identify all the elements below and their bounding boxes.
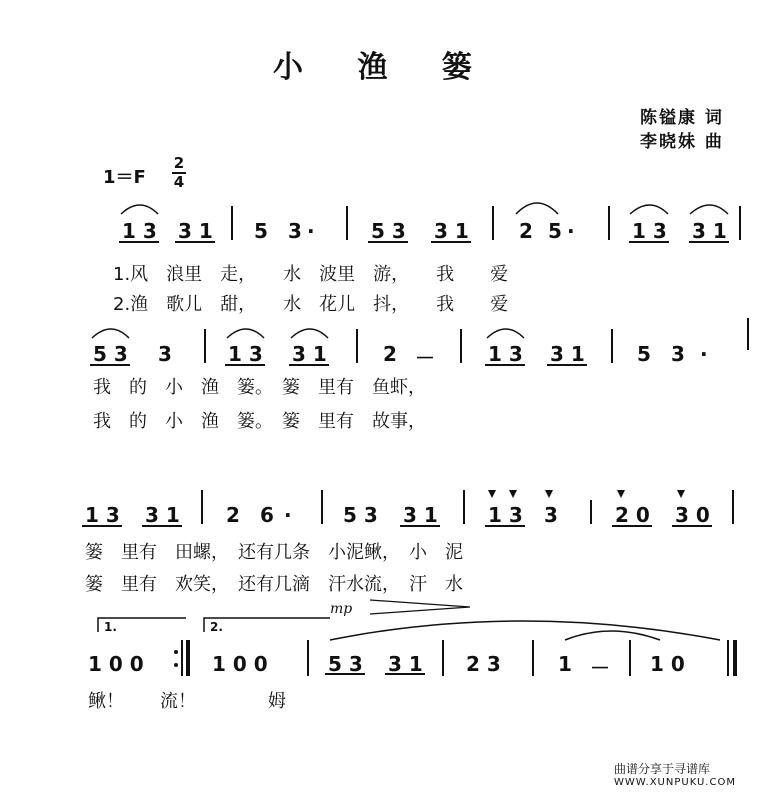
note-group: 1 0 0 (88, 652, 144, 676)
note-group: 3 1 (178, 219, 213, 243)
note-group: 3 1 (550, 342, 585, 366)
barlines-row-2 (205, 318, 748, 363)
note-group: 2 3 (466, 652, 501, 676)
dot: · (700, 342, 708, 366)
note: 5 (637, 342, 651, 366)
volta-first-label: 1. (104, 620, 117, 634)
dot: · (307, 219, 315, 243)
note-group: 1 0 (650, 652, 685, 676)
long-slur (330, 621, 720, 640)
accent-marks-row-3 (488, 490, 685, 498)
note-group: 3 0 (675, 503, 710, 527)
slurs-row-2 (92, 329, 524, 338)
lyrics-verse-1: 鳅！ 流！ 姆 (88, 691, 286, 712)
note-group: 3 1 (692, 219, 727, 243)
key-signature: 1＝F (103, 167, 146, 188)
watermark-line-1: 曲谱分享于寻谱库 (614, 762, 711, 776)
crescendo-hairpin (370, 600, 470, 614)
volta-second-label: 2. (210, 620, 223, 634)
composer-credit: 李晓妹 曲 (640, 132, 724, 152)
note-group: 1 3 (632, 219, 667, 243)
note-group: 1 3 (228, 342, 263, 366)
dynamic-marking: mp (330, 601, 353, 617)
time-signature-top: 2 (173, 154, 185, 172)
note: 5 (254, 219, 268, 243)
volta-brackets (98, 618, 330, 632)
note-group: 1 3 (488, 342, 523, 366)
lyrics-verse-1: 篓 里有 田螺， 还有几条 小泥鳅， 小 泥 (85, 542, 463, 563)
note-group: 3 1 (434, 219, 469, 243)
lyrics-verse-2: 我 的 小 渔 篓。 篓 里有 故事， (93, 411, 426, 432)
note: 3 (288, 219, 302, 243)
note-group: 1 3 (488, 503, 523, 527)
note-group: 3 1 (403, 503, 438, 527)
note: 2 (519, 219, 533, 243)
lyrics-verse-1: 1.风 浪里 走， 水 波里 游， 我 爱 (113, 264, 509, 285)
note: 6 (260, 503, 274, 527)
time-signature-bottom: 4 (173, 173, 185, 191)
note-group: 3 1 (145, 503, 180, 527)
watermark-url: WWW.XUNPUKU.COM (614, 777, 736, 788)
note: 3 (158, 342, 172, 366)
note: 2 (226, 503, 240, 527)
note: 3 (671, 342, 685, 366)
note-group: 5 3 (328, 652, 363, 676)
note-group: 5 3 (371, 219, 406, 243)
dot: · (567, 219, 575, 243)
note: 3 (544, 503, 558, 527)
note-group: 1 3 (85, 503, 120, 527)
note-group: 3 1 (292, 342, 327, 366)
note-group: 1 0 0 (212, 652, 268, 676)
barlines-row-4 (182, 640, 735, 676)
note: 5 (548, 219, 562, 243)
song-title: 小 渔 篓 (273, 50, 494, 85)
dash: － (415, 346, 435, 370)
watermark (614, 760, 756, 788)
note-group: 2 0 (615, 503, 650, 527)
barlines-row-3 (202, 490, 733, 524)
note-group: 3 1 (388, 652, 423, 676)
lyrics-verse-1: 我 的 小 渔 篓。 篓 里有 鱼虾， (93, 377, 426, 398)
note: 1 (558, 652, 572, 676)
slurs-row-1 (121, 203, 728, 214)
lyrics-verse-2: 2.渔 歌儿 甜， 水 花儿 抖， 我 爱 (113, 294, 509, 315)
dash: － (590, 656, 610, 680)
note: 2 (383, 342, 397, 366)
repeat-dots (174, 650, 178, 667)
note-group: 5 3 (93, 342, 128, 366)
dot: · (284, 503, 292, 527)
lyricist-credit: 陈镒康 词 (640, 108, 724, 128)
lyrics-verse-2: 篓 里有 欢笑， 还有几滴 汗水流， 汗 水 (85, 574, 463, 595)
note-group: 5 3 (343, 503, 378, 527)
note-group: 1 3 (122, 219, 157, 243)
